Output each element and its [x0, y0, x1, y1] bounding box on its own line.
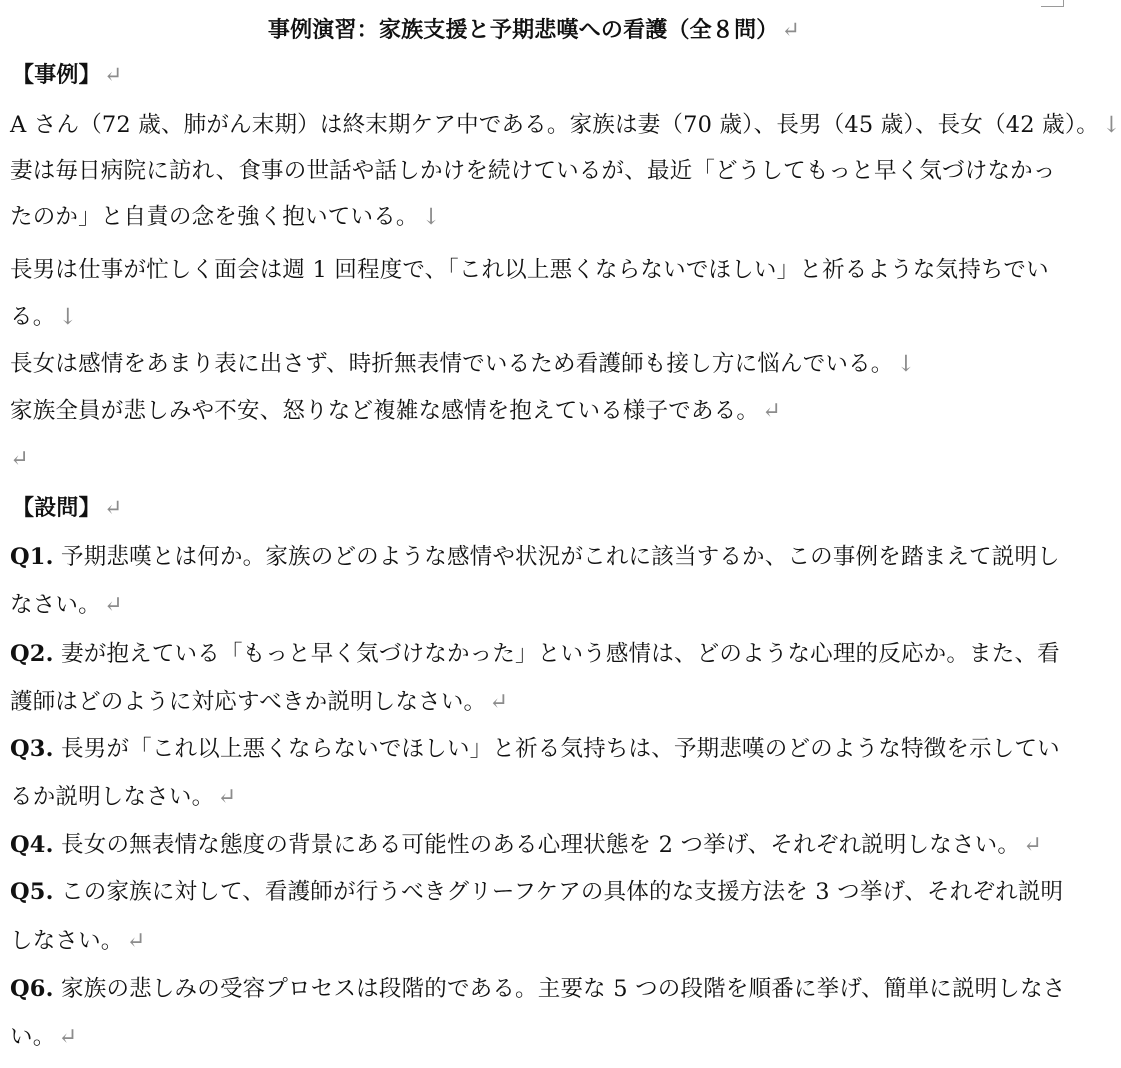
question-text: 予期悲嘆とは何か。家族のどのような感情や状況がこれに該当するか、この事例を踏まえて説明し — [53, 544, 1060, 570]
question-text: 家族の悲しみの受容プロセスは段階的である。主要な 5 つの段階を順番に挙げ、簡単に説明しなさ — [53, 976, 1066, 1002]
question-label: Q2. — [10, 641, 54, 667]
question-text: 妻が抱えている「もっと早く気づけなかった」という感情は、どのような心理的反応か。また、看 — [53, 641, 1060, 667]
paragraph-mark: ↵ — [103, 63, 123, 88]
question-text: この家族に対して、看護師が行うべきグリーフケアの具体的な支援方法を 3 つ挙げ、それぞれ説明 — [53, 879, 1064, 905]
page-corner-mark — [1041, 0, 1064, 7]
document-title — [0, 15, 1068, 46]
line-break-mark: ↓ — [421, 204, 441, 230]
question-label: Q1. — [10, 544, 54, 570]
question-text: なさい。 — [10, 592, 101, 618]
case-line-text: 妻は毎日病院に訪れ、食事の世話や話しかけを続けているが、最近「どうしてもっと早く気づけなかっ — [10, 158, 1056, 184]
paragraph-mark: ↵ — [781, 18, 801, 43]
question-label: Q5. — [10, 879, 54, 905]
case-line — [10, 110, 1121, 140]
paragraph-mark: ↵ — [1023, 832, 1043, 858]
question-q5-continued — [10, 926, 1060, 956]
case-heading — [12, 60, 1060, 91]
paragraph-mark: ↵ — [762, 398, 782, 424]
line-break-mark: ↓ — [1101, 112, 1121, 138]
case-line — [10, 156, 1060, 186]
question-q5 — [10, 877, 1064, 907]
case-line-text: 長男は仕事が忙しく面会は週 1 回程度で、「これ以上悪くならないでほしい」と祈るような気持ちでい — [10, 257, 1049, 283]
line-break-mark: ↓ — [58, 304, 78, 330]
question-text: い。 — [10, 1024, 56, 1050]
case-line — [10, 302, 1060, 332]
paragraph-mark: ↵ — [126, 928, 146, 954]
paragraph-mark: ↵ — [489, 689, 509, 715]
question-text: 長男が「これ以上悪くならないでほしい」と祈る気持ちは、予期悲嘆のどのような特徴を示してい — [53, 736, 1060, 762]
case-line-text: 長女は感情をあまり表に出さず、時折無表情でいるため看護師も接し方に悩んでいる。 — [10, 351, 894, 377]
paragraph-mark: ↵ — [103, 496, 123, 521]
case-line — [10, 202, 1060, 232]
question-label: Q4. — [10, 832, 54, 858]
paragraph-mark: ↵ — [58, 1024, 78, 1050]
question-q6-continued — [10, 1022, 1060, 1052]
paragraph-mark: ↵ — [217, 784, 237, 810]
question-q4 — [10, 830, 1060, 860]
empty-paragraph — [10, 444, 1060, 474]
question-text: 護師はどのように対応すべきか説明しなさい。 — [10, 689, 487, 715]
question-text: るか説明しなさい。 — [10, 784, 215, 810]
question-q3-continued — [10, 782, 1060, 812]
document-title-text: 事例演習：家族支援と予期悲嘆への看護（全８問） — [267, 17, 779, 43]
question-q3 — [10, 734, 1060, 764]
paragraph-mark: ↵ — [103, 592, 123, 618]
case-line — [10, 255, 1060, 285]
question-q6 — [10, 974, 1066, 1004]
question-q1 — [10, 542, 1060, 572]
questions-heading — [12, 493, 1060, 524]
case-line-text: A さん（72 歳、肺がん末期）は終末期ケア中である。家族は妻（70 歳）、長男（45 歳）、長女（42 歳）。 — [10, 112, 1099, 138]
case-line — [10, 396, 1060, 426]
case-line — [10, 349, 1060, 379]
question-q2 — [10, 639, 1060, 669]
question-q1-continued — [10, 590, 1060, 620]
line-break-mark: ↓ — [896, 351, 916, 377]
question-text: しなさい。 — [10, 928, 124, 954]
question-label: Q3. — [10, 736, 54, 762]
case-line-text: 家族全員が悲しみや不安、怒りなど複雑な感情を抱えている様子である。 — [10, 398, 760, 424]
case-heading-text: 【事例】 — [12, 62, 101, 88]
paragraph-mark: ↵ — [10, 446, 30, 472]
question-q2-continued — [10, 687, 1060, 717]
case-line-text: る。 — [10, 304, 56, 330]
question-label: Q6. — [10, 976, 54, 1002]
question-text: 長女の無表情な態度の背景にある可能性のある心理状態を 2 つ挙げ、それぞれ説明しなさい。 — [53, 832, 1021, 858]
questions-heading-text: 【設問】 — [12, 495, 101, 521]
case-line-text: たのか」と自責の念を強く抱いている。 — [10, 204, 419, 230]
